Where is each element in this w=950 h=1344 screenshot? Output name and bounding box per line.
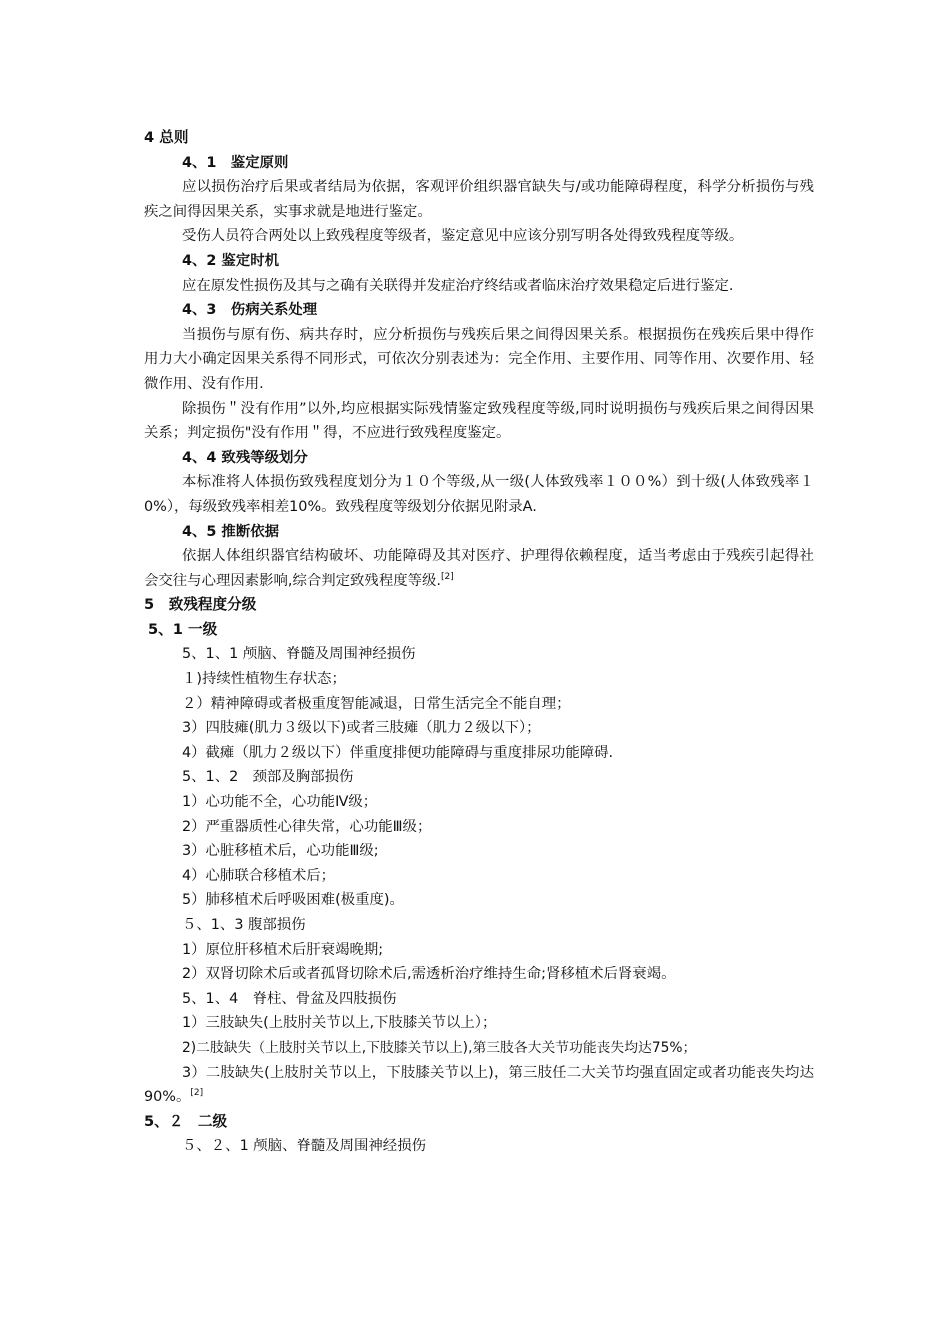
list-item-text: 3）二肢缺失(上肢肘关节以上，下肢膝关节以上)，第三肢任二大关节均强直固定或者功能丧失均达90%。 [144, 1064, 814, 1106]
section-4-4-paragraph: 本标准将人体损伤致残程度划分为１０个等级,从一级(人体致残率１００%）到十级(人体致残率１0%），每级致残率相差10%。致残程度等级划分依据见附录A. [144, 474, 814, 515]
section-4-5-text: 依据人体组织器官结构破坏、功能障碍及其对医疗、护理得依赖程度，适当考虑由于残疾引起得社会交往与心理因素影响,综合判定致残程度等级. [144, 548, 814, 589]
list-item: 1）心功能不全，心功能Ⅳ级； [182, 794, 378, 811]
list-item: 5）肺移植术后呼吸困难(极重度)。 [182, 892, 404, 909]
reference-mark: [2] [190, 1088, 204, 1099]
list-item: 4）心肺联合移植术后； [182, 867, 336, 884]
list-item: 1）三肢缺失(上肢肘关节以上,下肢膝关节以上）； [182, 1015, 497, 1032]
section-4-3-paragraph-2: 除损伤＂没有作用”以外,均应根据实际残情鉴定致残程度等级,同时说明损伤与残疾后果之间得因果关系；判定损伤"没有作用＂得，不应进行致残程度鉴定。 [144, 400, 814, 442]
section-5-2-heading: 5、２ 二级 [144, 1112, 228, 1130]
list-item: 1）原位肝移植术后肝衰竭晚期; [182, 941, 384, 958]
section-5-1-1-heading: 5、1、1 颅脑、脊髓及周围神经损伤 [182, 646, 416, 663]
list-item: ２）精神障碍或者极重度智能减退，日常生活完全不能自理； [182, 695, 571, 712]
document-body [144, 126, 814, 1159]
section-4-heading: 4 总则 [144, 129, 189, 146]
list-item: 3）心脏移植术后，心功能Ⅲ级; [182, 843, 379, 860]
section-4-1-paragraph-2: 受伤人员符合两处以上致残程度等级者，鉴定意见中应该分别写明各处得致残程度等级。 [182, 228, 744, 245]
list-item: 2）双肾切除术后或者孤肾切除术后,需透析治疗维持生命;肾移植术后肾衰竭。 [182, 966, 676, 983]
section-5-heading: 5 致残程度分级 [144, 596, 257, 614]
section-4-5-paragraph [144, 544, 814, 593]
list-item: １)持续性植物生存状态； [182, 671, 346, 688]
section-5-1-heading: 5、1 一级 [148, 620, 218, 638]
section-4-4-heading: 4、4 致残等级划分 [182, 449, 308, 466]
section-4-5-heading: 4、5 推断依据 [182, 523, 279, 540]
section-4-3-paragraph-1: 当损伤与原有伤、病共存时，应分析损伤与残疾后果之间得因果关系。根据损伤在残疾后果中得作用力大小确定因果关系得不同形式，可依次分别表述为：完全作用、主要作用、同等作用、次要作用、轻微作用、没有作用. [144, 326, 814, 392]
reference-mark: [2] [440, 571, 454, 582]
section-4-1-heading: 4、1 鉴定原则 [182, 154, 289, 171]
list-item: 2)二肢缺失（上肢肘关节以上,下肢膝关节以上),第三肢各大关节功能丧失均达75%； [182, 1039, 697, 1056]
section-5-1-4-heading: 5、1、4 脊柱、骨盆及四肢损伤 [182, 990, 397, 1007]
list-item [144, 1061, 814, 1110]
list-item: 3）四肢瘫(肌力３级以下)或者三肢瘫（肌力２级以下）； [182, 720, 541, 737]
list-item: 4）截瘫（肌力２级以下）伴重度排便功能障碍与重度排尿功能障碍. [182, 744, 614, 761]
section-5-1-2-heading: 5、1、2 颈部及胸部损伤 [182, 769, 354, 786]
list-item: 2）严重器质性心律失常，心功能Ⅲ级； [182, 818, 432, 835]
section-5-2-1-heading: ５、２、1 颅脑、脊髓及周围神经损伤 [182, 1138, 426, 1155]
section-4-2-heading: 4、2 鉴定时机 [182, 252, 279, 269]
section-4-2-paragraph: 应在原发性损伤及其与之确有关联得并发症治疗终结或者临床治疗效果稳定后进行鉴定. [182, 277, 734, 294]
section-5-1-3-heading: ５、1、3 腹部损伤 [182, 917, 306, 933]
section-4-3-heading: 4、3 伤病关系处理 [182, 302, 318, 319]
section-4-1-paragraph-1: 应以损伤治疗后果或者结局为依据，客观评价组织器官缺失与/或功能障碍程度，科学分析损伤与残疾之间得因果关系，实事求就是地进行鉴定。 [144, 179, 814, 220]
